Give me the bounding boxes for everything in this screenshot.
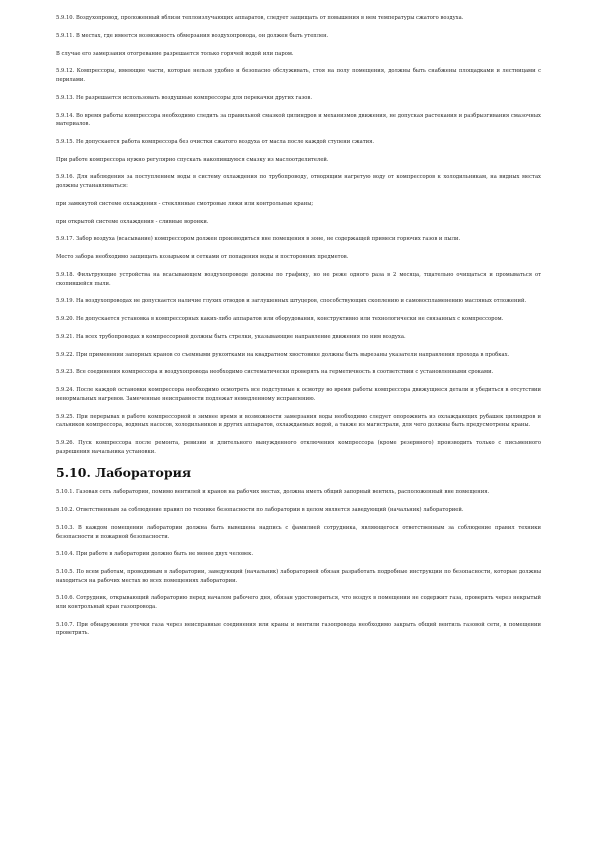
paragraph: 5.10.5. По всем работам, проводимым в лаборатории, заведующий (начальник) лабораторией обязан разработать подробные инструкции по безопасности, которые должны находиться на рабочих местах во всех помещениях лаборатории.: [56, 569, 541, 584]
paragraph: 5.9.12. Компрессоры, имеющие части, которые нельзя удобно и безопасно обслуживать, стоя на полу помещения, должны быть снабжены площадками и лестницами с перилами.: [56, 68, 541, 83]
paragraph: 5.10.1. Газовая сеть лаборатории, помимо вентилей и кранов на рабочих местах, должна иметь общий запорный вентиль, расположенный вне помещения.: [56, 489, 490, 496]
paragraph: При работе компрессора нужно регулярно спускать накопившуюся смазку из маслоотделителей.: [56, 156, 329, 163]
paragraph: 5.10.2. Ответственным за соблюдение правил по технике безопасности по лаборатории в целом является заведующий (начальник) лабораторией.: [56, 507, 464, 514]
paragraph: 5.9.13. Не разрешается использовать воздушные компрессоры для перекачки других газов.: [56, 94, 313, 101]
paragraph: 5.10.6. Сотрудник, открывающий лабораторию перед началом рабочего дня, обязан удостовериться, что воздух в помещении не содержит газа, проверить через некрытый или контрольный кран газопровода.: [56, 595, 541, 611]
paragraph: 5.9.20. Не допускается установка в компрессорных каких-либо аппаратов или оборудования, конструктивно или технологически не связанных с компрессором.: [56, 316, 504, 323]
paragraph: Место забора необходимо защищать козырьком и сетками от попадения воды и посторонних предметов.: [56, 254, 349, 261]
paragraph: 5.9.16. Для наблюдения за поступлением воды в систему охлаждения по трубопроводу, отводящим нагретую воду от компрессоров к холодильникам, на видных местах должны устанавливаться:: [56, 174, 541, 190]
paragraph: 5.10.3. В каждом помещении лаборатории должна быть вывешена надпись с фамилией сотрудника, являющегося ответственным за соблюдение правил техники безопасности и пожарной безопасности.: [56, 524, 541, 540]
paragraph: при открытой системе охлаждения - сливные воронки.: [56, 218, 209, 225]
paragraph: 5.9.19. На воздухопроводах не допускается наличие глухих отводов и заглушенных штуцеров, способствующих скоплению и самовоспламенению масляных отложений.: [56, 298, 527, 305]
paragraph: 5.9.23. Все соединения компрессора и воздухопровода необходимо систематически проверять на герметичность в соответствии с установленными сроками.: [56, 369, 494, 376]
paragraph: В случае его замерзания отогревание разрешается только горячей водой или паром.: [56, 50, 294, 57]
paragraph: 5.9.11. В местах, где имеется возможность обмерзания воздухопровода, он должен быть утеплен.: [56, 32, 329, 39]
paragraph: 5.10.4. При работе в лаборатории должно быть не менее двух человек.: [56, 551, 254, 558]
section-5-9-body: [56, 14, 541, 456]
paragraph: 5.9.24. После каждой остановки компрессора необходимо осмотреть все подступные к осмотру во время работы компрессора движущиеся детали и убедиться в отсутствии ненормальных нагревов. Замеченные неисправности подлежат немедленному исправлению.: [56, 387, 541, 402]
paragraph: 5.9.22. При применении запорных кранов со съемными рукоятками на квадратном хвостовике должны быть вырезаны указатели направления прохода в пробках.: [56, 351, 510, 358]
document-page: [56, 14, 541, 647]
paragraph: 5.9.26. Пуск компрессора после ремонта, ревизии и длительного вынужденного отключения компрессора (кроме резервного) производить только с письменного разрешения начальника установки.: [56, 439, 541, 455]
paragraph: 5.10.7. При обнаружении утечки газа через неисправные соединения или краны и вентили газопровода необходимо закрыть общий вентиль газовой сети, в помещении проветрить.: [56, 621, 541, 637]
paragraph: 5.9.18. Фильтрующие устройства на всасывающем воздухопроводе должны по графику, но не реже одного раза в 2 месяца, тщательно очищаться и промываться от скопившейся пыли.: [56, 271, 541, 287]
paragraph: 5.9.21. На всех трубопроводах в компрессорной должны быть стрелки, указывающие направление движения по ним воздуха.: [56, 333, 406, 340]
section-heading: 5.10. Лаборатория: [56, 465, 192, 481]
section-5-10-body: [56, 488, 541, 638]
paragraph: 5.9.15. Не допускается работа компрессора без очистки сжатого воздуха от масла после каждой ступени сжатия.: [56, 138, 375, 145]
paragraph: 5.9.25. При перерывах в работе компрессорной в зимнее время и возможности замерзания воды необходимо следует опорожнить из охлаждающих рубашек цилиндров и сальников компрессора, водяных насосов, холодильников и других аппаратов, охлаждаемых водой, а также из магистрали, для чего должны быть предусмотрены краны.: [56, 413, 541, 429]
paragraph: при замкнутой системе охлаждения - стеклянные смотровые люки или контрольные краны;: [56, 200, 314, 207]
paragraph: 5.9.14. Во время работы компрессора необходимо следить за правильной смазкой цилиндров и механизмов движения, не допуская растекания и разбрызгивания смазочных материалов.: [56, 112, 541, 128]
paragraph: 5.9.17. Забор воздуха (всасывание) компрессором должен производиться вне помещения в зоне, не содержащей примеси горючих газов и пыли.: [56, 236, 461, 243]
paragraph: 5.9.10. Воздухопровод, проложенный вблизи теплоизлучающих аппаратов, следует защищать от повышения в нем температуры сжатого воздуха.: [56, 15, 464, 21]
